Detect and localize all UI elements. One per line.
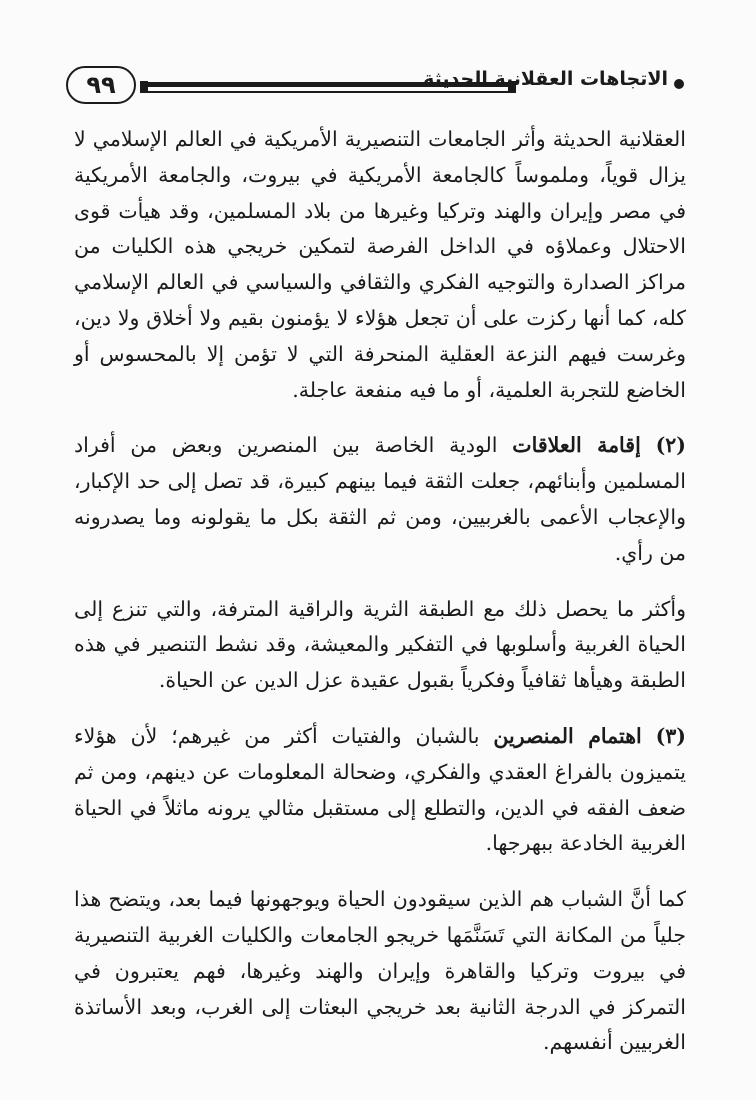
page-body [74,122,686,1061]
bullet-icon [674,79,684,89]
header-rule-thin [140,91,516,93]
item-heading: إقامة العلاقات [512,433,641,458]
item-number: (٢) [655,433,686,458]
item-number: (٣) [655,723,686,748]
paragraph-text: بالشبان والفتيات أكثر من غيرهم؛ لأن هؤلاء يتميزون بالفراغ العقدي والفكري، وضحالة المعلومات عن دينهم، ومن ثم ضعف الفقه في الدين، والتطلع إلى مستقبل مثالي يرونه ماثلاً في الحياة الغربية الخادعة ببهرجها. [74,723,686,856]
paragraph-text: كما أنَّ الشباب هم الذين سيقودون الحياة ويوجهونها فيما بعد، ويتضح هذا جلياً من المكانة التي تَسَنَّمَها خريجو الجامعات والكليات الغربية التنصيرية في بيروت وتركيا والقاهرة وإيران والهند وغيرها، فهم يعتبرون في التمركز في الدرجة الثانية بعد خريجي البعثات إلى الغرب، وبعد الأساتذة الغربيين أنفسهم. [74,887,686,1055]
item-heading: اهتمام المنصرين [493,723,642,748]
header-rule-cap-left [140,81,148,93]
page-header [66,62,684,116]
paragraph-5 [74,882,686,1061]
paragraph-1 [74,122,686,408]
page-number: ٩٩ [66,66,136,104]
paragraph-4 [74,719,686,862]
paragraph-2 [74,428,686,571]
running-title: الاتجاهات العقلانية الحديثة [423,68,668,90]
paragraph-3 [74,592,686,699]
paragraph-text: وأكثر ما يحصل ذلك مع الطبقة الثرية والراقية المترفة، والتي تنزع إلى الحياة الغربية وأسلوبها في التفكير والمعيشة، وقد نشط التنصير في هذه الطبقة وهيأها ثقافياً وفكرياً بقبول عقيدة عزل الدين عن الحياة. [74,596,686,693]
paragraph-text: الودية الخاصة بين المنصرين وبعض من أفراد المسلمين وأبنائهم، جعلت الثقة فيما بينهم كبيرة، قد تصل إلى حد الإكبار، والإعجاب الأعمى بالغربيين، ومن ثم الثقة بكل ما يقولونه وما يصدرونه من رأي. [74,433,686,565]
paragraph-text: العقلانية الحديثة وأثر الجامعات التنصيرية الأمريكية في العالم الإسلامي لا يزال قوياً، وملموساً كالجامعة الأمريكية في بيروت، والجامعة الأمريكية في مصر وإيران والهند وتركيا وغيرها من بلاد المسلمين، وقد هيأت قوى الاحتلال وعملاؤه في الداخل الفرصة لتمكين خريجي هذه الكليات من مراكز الصدارة والتوجيه الفكري والثقافي والسياسي في العالم الإسلامي كله، كما أنها ركزت على أن تجعل هؤلاء لا يؤمنون بقيم ولا أخلاق ولا دين، وغرست فيهم النزعة العقلية المنحرفة التي لا تؤمن إلا بالمحسوس أو الخاضع للتجربة العلمية، أو ما فيه منفعة عاجلة. [74,127,686,402]
